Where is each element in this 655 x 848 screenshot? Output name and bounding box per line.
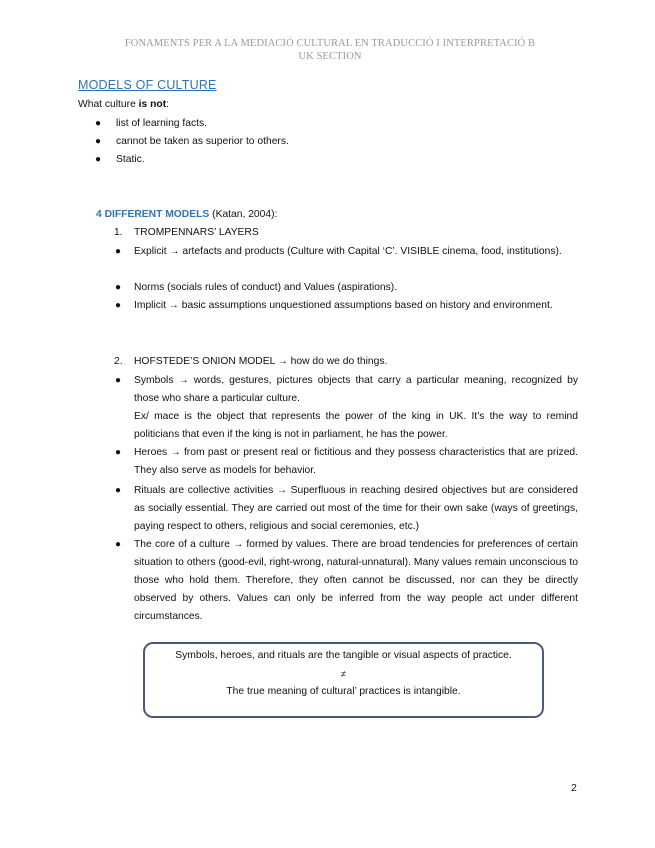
arrow-right-icon: → bbox=[169, 246, 180, 257]
not-equal-icon: ≠ bbox=[341, 669, 346, 679]
hofstede-title: HOFSTEDE’S ONION MODEL → how do we do things. bbox=[134, 356, 388, 367]
trompenaars-title: TROMPENNARS’ LAYERS bbox=[134, 227, 259, 238]
not-item-1: list of learning facts. bbox=[116, 118, 207, 129]
summary-line-2: The true meaning of cultural’ practices is intangible. bbox=[226, 686, 461, 697]
not-item-2: cannot be taken as superior to others. bbox=[116, 136, 289, 147]
summary-line-1: Symbols, heroes, and rituals are the tangible or visual aspects of practice. bbox=[175, 650, 512, 661]
trompenaars-item-3: Implicit → basic assumptions unquestioned assumptions based on history and environment. bbox=[134, 300, 553, 311]
page-header bbox=[95, 37, 565, 63]
bullet-icon: ● bbox=[115, 246, 122, 257]
arrow-right-icon: → bbox=[170, 447, 181, 458]
bullet-icon: ● bbox=[115, 485, 122, 496]
arrow-right-icon: → bbox=[277, 356, 288, 367]
intro-line: What culture is not: bbox=[78, 99, 170, 110]
section-heading: MODELS OF CULTURE bbox=[78, 78, 217, 92]
models-title: 4 DIFFERENT MODELS (Katan, 2004): bbox=[96, 209, 278, 220]
trompenaars-item-1: Explicit → artefacts and products (Culture with Capital ‘C’. VISIBLE cinema, food, institutions). bbox=[134, 246, 562, 257]
header-line-1: FONAMENTS PER A LA MEDIACIÓ CULTURAL EN TRADUCCIÓ I INTERPRETACIÓ B bbox=[124, 38, 536, 49]
summary-box bbox=[143, 642, 544, 718]
bullet-icon: ● bbox=[115, 282, 122, 293]
arrow-right-icon: → bbox=[178, 375, 189, 386]
bullet-icon: ● bbox=[95, 154, 102, 165]
hofstede-item-heroes: Heroes → from past or present real or fictitious and they possess characteristics that are prized. They also serve as models for behavior. bbox=[134, 447, 579, 476]
header-line-2: UK SECTION bbox=[298, 51, 362, 62]
bullet-icon: ● bbox=[115, 375, 122, 386]
bullet-icon: ● bbox=[115, 447, 122, 458]
symbols-example: Ex/ mace is the object that represents the power of the king in UK. It’s the way to remind politicians that even if the king is not in parliament, he has the power. bbox=[134, 411, 578, 440]
bullet-icon: ● bbox=[95, 136, 102, 147]
arrow-right-icon: → bbox=[233, 539, 244, 550]
hofstede-item-core: The core of a culture → formed by values. There are broad tendencies for preferences of certain situation to others (good-evil, right-wrong, natural-unnatural). Many values remain unconscious to those who hold them. Therefore, they often cannot be discussed, nor can they be directly observed by others. Values can only be inferred from the way people act under different circumstances. bbox=[134, 539, 578, 622]
trompenaars-item-2: Norms (socials rules of conduct) and Values (aspirations). bbox=[134, 282, 398, 293]
not-item-3: Static. bbox=[116, 154, 145, 165]
arrow-right-icon: → bbox=[168, 300, 179, 311]
list-number: 1. bbox=[114, 227, 123, 238]
bullet-icon: ● bbox=[115, 300, 122, 311]
list-number: 2. bbox=[114, 356, 123, 367]
page-number: 2 bbox=[571, 782, 577, 794]
hofstede-item-symbols: Symbols → words, gestures, pictures objects that carry a particular meaning, recognized by those who share a particular culture. Ex/ mace is the object that represents the power of the king in UK. It’s the way to remind politicians that even if the king is not in parliament, he has the power. bbox=[134, 372, 578, 444]
arrow-right-icon: → bbox=[276, 485, 287, 496]
bullet-icon: ● bbox=[115, 539, 122, 550]
bullet-icon: ● bbox=[95, 118, 102, 129]
hofstede-item-rituals: Rituals are collective activities → Superfluous in reaching desired objectives but are considered as socially essential. They are carried out most of the time for their own sake (ways of greetings, paying respect to others, religious and social ceremonies, etc.) bbox=[134, 485, 579, 532]
